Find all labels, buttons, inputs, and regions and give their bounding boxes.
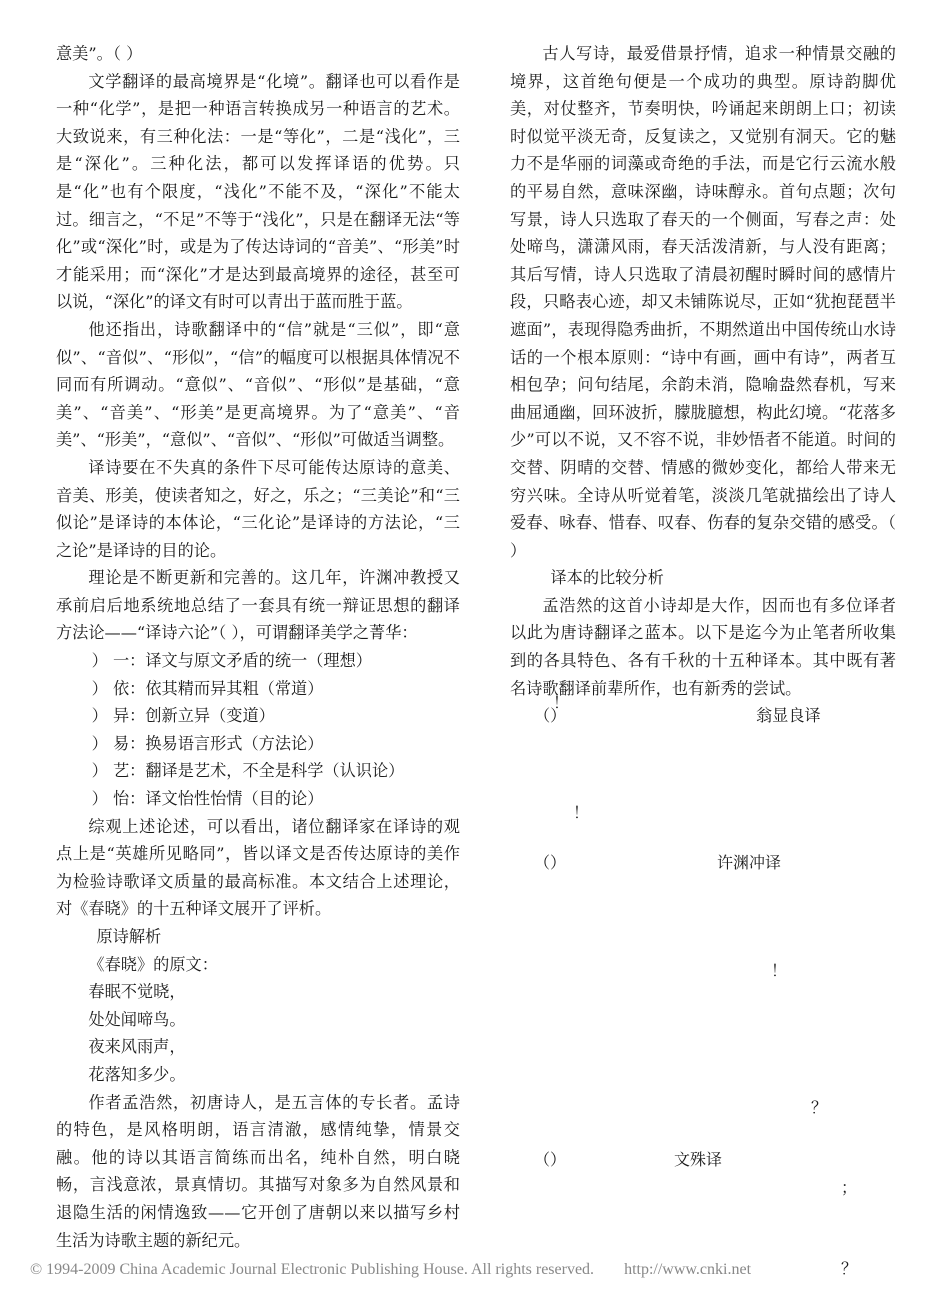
section-heading-comparison: 译本的比较分析 — [550, 568, 664, 588]
left-column — [56, 40, 460, 1254]
paragraph-summary: 综观上述论述，可以看出，诸位翻译家在译诗的观点上是“英雄所见略同”，皆以译文是否传达原诗的美作为检验诗歌译文质量的最高标准。本文结合上述理论，对《春晓》的十五种译文展开了评析。 — [56, 816, 460, 919]
translation-number: （） — [534, 706, 567, 726]
translation-number: （） — [534, 1150, 567, 1169]
paragraph-six-theories: 理论是不断更新和完善的。这几年，许渊冲教授又承前启后地系统地总结了一套具有统一辩证思想的翻译方法论——“译诗六论”（ ），可谓翻译美学之菁华： — [56, 568, 460, 643]
section-heading-original-poem: 原诗解析 — [96, 927, 162, 946]
copyright-footer — [30, 1261, 910, 1279]
punctuation-fragment: ！ — [573, 803, 590, 822]
copyright-text: © 1994-2009 China Academic Journal Electronic Publishing House. All rights reserved. — [30, 1261, 595, 1278]
punctuation-fragment: ？ — [841, 1259, 858, 1278]
translator-name: 许渊冲译 — [717, 853, 782, 872]
list-item: ） 异：创新立异（变道） — [91, 706, 275, 726]
punctuation-fragment: ！ — [553, 693, 570, 712]
poem-intro: 《春晓》的原文： — [88, 954, 218, 974]
punctuation-fragment: ！ — [771, 961, 788, 980]
poem-line: 花落知多少。 — [88, 1064, 186, 1084]
translation-number: （） — [534, 853, 567, 872]
translation-heading — [510, 1147, 896, 1175]
paragraph-san-mei: 译诗要在不失真的条件下尽可能传达原诗的意美、音美、形美，使读者知之，好之，乐之；“三美论”和“三似论”是译诗的本体论，“三化论”是译诗的方法论，“三之论”是译诗的目的论。 — [56, 457, 460, 560]
translator-name: 文殊译 — [674, 1150, 723, 1169]
paragraph-author: 作者孟浩然，初唐诗人，是五言体的专长者。孟诗的特色，是风格明朗，语言清澈，感情纯挚，情景交融。他的诗以其语言简练而出名，纯朴自然，明白晓畅，言浅意浓，景真情切。其描写对象多为自然风景和退隐生活的闲情逸致——它开创了唐朝以来以描写乡村生活为诗歌主题的新纪元。 — [56, 1092, 460, 1250]
paragraph-san-si: 他还指出，诗歌翻译中的“信”就是“三似”，即“意似”、“音似”、“形似”，“信”的幅度可以根据具体情况不同而有所调动。“意似”、“音似”、“形似”是基础，“意美”、“音美”、“形美”是更高境界。为了“意美”、“音美”、“形美”，“意似”、“音似”、“形似”可做适当调整。 — [56, 319, 460, 450]
paragraph-fifteen-versions: 孟浩然的这首小诗却是大作，因而也有多位译者以此为唐诗翻译之蓝本。以下是迄今为止笔者所收集到的各具特色、各有千秋的十五种译本。其中既有著名诗歌翻译前辈所作，也有新秀的尝试。 — [510, 595, 896, 698]
footer-url[interactable]: http://www.cnki.net — [624, 1261, 752, 1278]
list-item: ） 一：译文与原文矛盾的统一（理想） — [91, 651, 372, 671]
list-item: ） 易：换易语言形式（方法论） — [91, 733, 324, 753]
poem-line: 夜来风雨声， — [88, 1037, 186, 1057]
paragraph-hua-jing: 文学翻译的最高境界是“化境”。翻译也可以看作是一种“化学”，是把一种语言转换成另一种语言的艺术。大致说来，有三种化法：一是“等化”，二是“浅化”，三是“深化”。三种化法，都可以发挥译语的优势。只是“化”也有个限度，“浅化”不能不及，“深化”不能太过。细言之，“不足”不等于“浅化”，只是在翻译无法“等化”或“深化”时，或是为了传达诗词的“音美”、“形美”时才能采用；而“深化”才是达到最高境界的途径，甚至可以说，“深化”的译文有时可以青出于蓝而胜于蓝。 — [56, 71, 460, 312]
paragraph-poem-analysis: 古人写诗，最爱借景抒情，追求一种情景交融的境界，这首绝句便是一个成功的典型。原诗韵脚优美，对仗整齐，节奏明快，吟诵起来朗朗上口；初读时似觉平淡无奇，反复读之，又觉别有洞天。它的魅力不是华丽的词藻或奇绝的手法，而是它行云流水般的平易自然，意味深幽，诗味醇永。首句点题；次句写景，诗人只选取了春天的一个侧面，写春之声：处处啼鸟，潇潇风雨，春天活泼清新，与人没有距离；其后写情，诗人只选取了清晨初醒时瞬时间的感情片段，只略表心迹，却又未铺陈说尽，正如“犹抱琵琶半遮面”，表现得隐秀曲折，不期然道出中国传统山水诗话的一个根本原则：“诗中有画，画中有诗”，两者互相包孕；问句结尾，余韵未消，隐喻盎然春机，写来曲屈通幽，回环波折，朦胧臆想，构此幻境。“花落多少”可以不说，又不容不说，非妙悟者不能道。时间的交替、阴晴的交替、情感的微妙变化，都给人带来无穷兴味。全诗从听觉着笔，淡淡几笔就描绘出了诗人爱春、咏春、惜春、叹春、伤春的复杂交错的感受。（ ） — [510, 44, 896, 560]
poem-line: 春眠不觉晓， — [88, 982, 186, 1002]
list-item: ） 依：依其精而异其粗（常道） — [91, 678, 324, 698]
continuation-line: 意美”。（ ） — [56, 44, 143, 63]
poem-line: 处处闻啼鸟。 — [88, 1009, 186, 1029]
translation-heading — [510, 850, 896, 878]
right-column — [510, 40, 896, 730]
list-item: ） 怡：译文怡性怡情（目的论） — [91, 789, 324, 809]
translator-name: 翁显良译 — [756, 706, 821, 726]
punctuation-fragment: ？ — [811, 1098, 828, 1117]
punctuation-fragment: ； — [841, 1178, 858, 1197]
list-item: ） 艺：翻译是艺术，不全是科学（认识论） — [91, 761, 405, 781]
